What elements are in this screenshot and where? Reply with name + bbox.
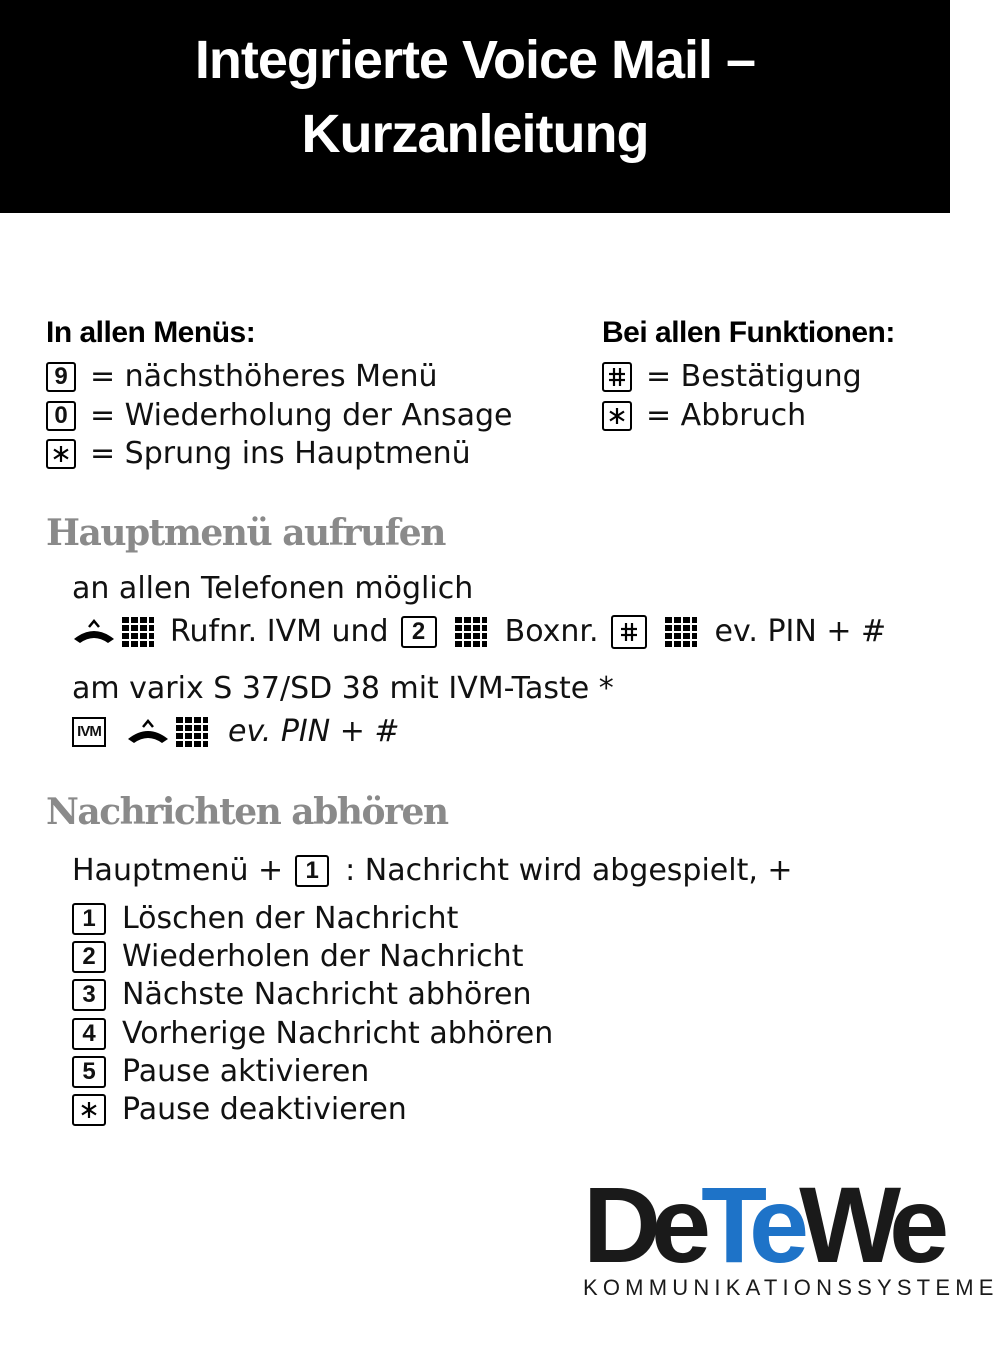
- logo-subtitle: KOMMUNIKATIONSSYSTEME: [583, 1275, 999, 1300]
- menu-item: [46, 358, 437, 396]
- function-item: [602, 397, 806, 435]
- menu-item: [46, 435, 471, 473]
- message-option-text: Pause aktivieren: [122, 1054, 370, 1089]
- key-2-icon: 2: [401, 616, 437, 648]
- keypad-icon: [176, 717, 208, 747]
- menu-item: [46, 397, 513, 435]
- message-option: [72, 976, 531, 1014]
- key-2-icon: 2: [72, 941, 106, 973]
- intro-text-after: : Nachricht wird abgespielt, +: [345, 853, 793, 888]
- keypad-icon: [455, 617, 487, 647]
- handset-lift-icon: [72, 619, 116, 645]
- function-item-text: = Bestätigung: [646, 359, 862, 394]
- nachrichten-intro: [72, 852, 793, 890]
- function-item-text: = Abbruch: [646, 398, 807, 433]
- hauptmenu-sequence-1: [72, 613, 886, 651]
- key-4-icon: 4: [72, 1018, 106, 1050]
- message-option: [72, 1053, 369, 1091]
- key-1-icon: 1: [72, 903, 106, 935]
- functions-heading: Bei allen Funktionen:: [602, 316, 895, 349]
- message-option-text: Vorherige Nachricht abhören: [122, 1016, 554, 1051]
- hauptmenu-sequence-2: [72, 713, 400, 751]
- message-option: [72, 938, 523, 976]
- function-item: [602, 358, 862, 396]
- menu-item-text: = nächsthöheres Menü: [90, 359, 438, 394]
- key-star-icon: [46, 439, 76, 469]
- hauptmenu-line-2: am varix S 37/SD 38 mit IVM-Taste *: [72, 671, 614, 706]
- detewe-logo: [583, 1164, 999, 1301]
- menu-item-text: = Wiederholung der Ansage: [90, 398, 513, 433]
- seq-text-pin: ev. PIN + #: [714, 614, 887, 649]
- header-bar: [0, 0, 950, 213]
- key-1-icon: 1: [295, 855, 329, 887]
- key-3-icon: 3: [72, 979, 106, 1011]
- seq-text-rufnr: Rufnr. IVM und: [170, 614, 389, 649]
- key-5-icon: 5: [72, 1056, 106, 1088]
- key-9-icon: 9: [46, 362, 76, 392]
- handset-lift-icon: [126, 719, 170, 745]
- logo-wordmark: DeTeWe: [583, 1164, 940, 1285]
- message-option: [72, 1015, 553, 1053]
- nachrichten-heading: Nachrichten abhören: [46, 791, 448, 833]
- message-option-text: Pause deaktivieren: [122, 1092, 407, 1127]
- title-line-1: Integrierte Voice Mail –: [194, 30, 756, 90]
- message-option-text: Wiederholen der Nachricht: [122, 939, 524, 974]
- hauptmenu-heading: Hauptmenü aufrufen: [46, 512, 445, 554]
- message-option-text: Löschen der Nachricht: [122, 901, 459, 936]
- hauptmenu-line-1: an allen Telefonen möglich: [72, 571, 474, 606]
- key-star-icon: [602, 401, 632, 431]
- ivm-key-icon: IVM: [72, 717, 106, 747]
- message-option-text: Nächste Nachricht abhören: [122, 977, 532, 1012]
- keypad-icon: [665, 617, 697, 647]
- key-hash-icon: [611, 615, 647, 649]
- keypad-icon: [122, 617, 154, 647]
- seq-text-pin: ev. PIN + #: [228, 714, 400, 749]
- seq-text-boxnr: Boxnr.: [504, 614, 599, 649]
- menus-heading: In allen Menüs:: [46, 316, 256, 349]
- key-star-icon: [72, 1094, 106, 1126]
- key-0-icon: 0: [46, 401, 76, 431]
- title-line-2: Kurzanleitung: [301, 104, 649, 164]
- message-option: [72, 900, 458, 938]
- menu-item-text: = Sprung ins Hauptmenü: [90, 436, 471, 471]
- message-option: [72, 1091, 407, 1129]
- key-hash-icon: [602, 362, 632, 392]
- intro-text-before: Hauptmenü +: [72, 853, 284, 888]
